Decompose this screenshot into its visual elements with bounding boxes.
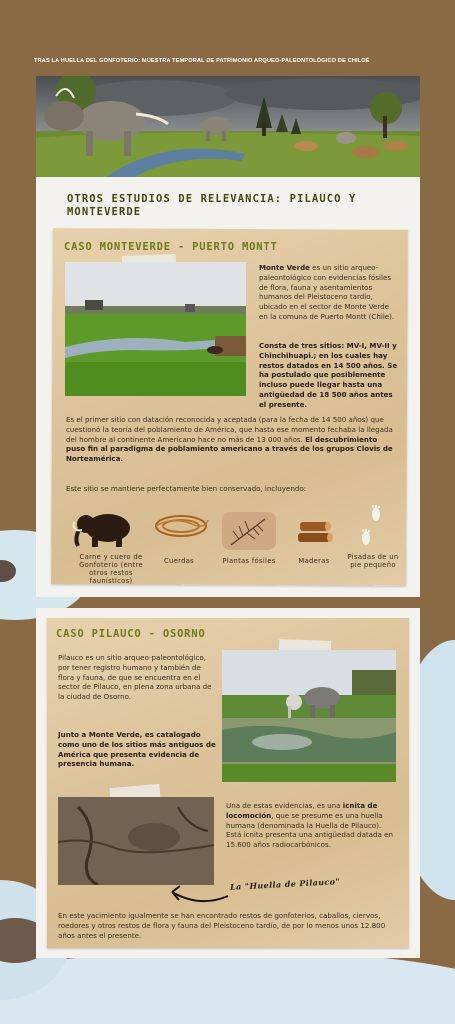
pilauco-photo (222, 650, 396, 782)
monteverde-intro: Monte Verde es un sitio arqueo-paleontológico con evidencias fósiles de flora, fauna y asentamientos humanos del Pleistoceno tardío, ubicado en el sector de Monte Verde en la comuna de Puerto Montt (Chile). (259, 263, 395, 321)
fossil-plant-icon (221, 511, 277, 551)
item-label-wood: Maderas (298, 557, 330, 565)
pilauco-highlight: Junto a Monte Verde, es catalogado como uno de los sitios más antiguos de América que presenta evidencia de presencia humana. (58, 730, 216, 769)
monteverde-title: CASO MONTEVERDE - PUERTO MONTT (64, 241, 278, 253)
exhibition-title: TRAS LA HUELLA DEL GONFOTERIO: MUESTRA TEMPORAL DE PATRIMONIO ARQUEO-PALEONTOLÓGICO DE CHILOÉ (34, 58, 370, 64)
mastodon-icon (70, 508, 140, 548)
monteverde-photo (65, 262, 246, 396)
footprint-caption: La "Huella de Pilauco" (229, 876, 341, 892)
pilauco-title: CASO PILAUCO - OSORNO (56, 628, 206, 640)
monteverde-sites: Consta de tres sitios: MV-I, MV-II y Chinchihuapi.; en los cuales hay restos datados en 14 500 años. Se ha postulado que posiblemente incluso puede llegar hasta una antigüedad de 18 500 años antes el presente. (259, 341, 398, 409)
footprint-photo (58, 797, 214, 885)
section-heading: OTROS ESTUDIOS DE RELEVANCIA: PILAUCO Y MONTEVERDE (67, 193, 357, 218)
monteverde-dating: Es el primer sitio con datación reconocida y aceptada (para la fecha de 14 500 años) que cuestionó la teoría del poblamiento de América, que hasta ese momento fechaba la llegada del hombre al continente Americano hace no más de 13 000 años. El descubrimiento puso fin al paradigma de poblamiento americano a través de los grupos Clovis de Norteamérica. (66, 415, 393, 464)
rope-icon (152, 512, 210, 540)
pilauco-intro: Pilauco es un sitio arqueo-paleontológico, por tener registro humano y también de flora y fauna, de que se encuentra en el sector de Pilauco, en plena zona urbana de la ciudad de Osorno. (58, 653, 212, 702)
water-wave-bottom (0, 950, 455, 1024)
item-label-meat: Carne y cuero de Gonfoterio (entre otros restos faunísticos) (79, 553, 143, 585)
hero-landscape-image (36, 76, 420, 177)
pilauco-closing: En este yacimiento igualmente se han encontrado restos de gonfoterios, caballos, ciervos, roedores y otros restos de flora y fauna del Pleistoceno tardío, de por lo menos unos 12.800 años antes el presente. (58, 911, 386, 940)
item-label-footprints: Pisadas de un pie pequeño (347, 553, 399, 569)
curved-arrow-icon (160, 876, 230, 906)
monteverde-conserved: Este sitio se mantiene perfectamente bien conservado, incluyendo: (66, 484, 307, 493)
item-label-rope: Cuerdas (163, 557, 195, 565)
footprints-icon (356, 504, 386, 552)
wood-logs-icon (296, 520, 334, 546)
item-label-plants: Plantas fósiles (222, 557, 276, 565)
pilauco-ichnite: Una de estas evidencias, es una icnita de locomoción, que se presume es una huella humana (denominada la Huella de Pilauco). Está icnita presenta una antigüedad datada en 15.600 años radiocarbónicos. (226, 801, 393, 850)
